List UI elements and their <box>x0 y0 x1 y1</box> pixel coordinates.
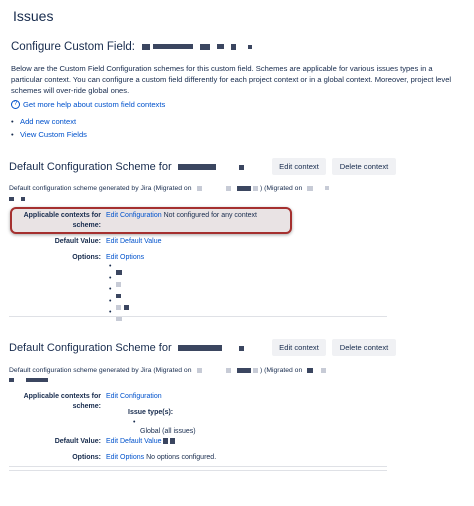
delete-context-button[interactable]: Delete context <box>332 339 396 356</box>
scheme-title-text: Default Configuration Scheme for <box>9 161 172 173</box>
generated-description-cont <box>9 195 25 205</box>
add-new-context-link[interactable]: Add new context <box>20 117 77 126</box>
redacted-text <box>226 186 231 191</box>
page-title: Issues <box>13 8 54 24</box>
default-value-label: Default Value: <box>54 438 101 445</box>
help-circle-icon: ? <box>11 100 20 109</box>
applicable-contexts-label: Applicable contexts for scheme: <box>23 393 101 410</box>
list-item <box>116 264 129 276</box>
contexts-value <box>106 392 162 402</box>
edit-default-value-link[interactable]: Edit Default Value <box>106 438 162 445</box>
options-label: Options: <box>72 454 101 461</box>
redacted-text <box>26 378 48 382</box>
redacted-text <box>116 316 122 321</box>
edit-configuration-link[interactable]: Edit Configuration <box>106 393 162 400</box>
default-value-label: Default Value: <box>54 238 101 245</box>
help-link-text[interactable]: Get more help about custom field contexts <box>23 100 166 109</box>
description: Below are the Custom Field Configuration schemes for this custom field. Schemes are applicable for various issues types in a particular context. You can configure a custom field differently for each project context or in a global context. Moreover, project level schemes will over-ride global ones. <box>11 64 452 95</box>
divider <box>9 466 387 467</box>
generated-description <box>9 184 329 194</box>
redacted-text <box>239 346 244 351</box>
generated-text-2: ) (Migrated on <box>259 185 303 192</box>
redacted-text <box>163 438 168 444</box>
generated-text: Default configuration scheme generated by Jira (Migrated on <box>9 367 192 374</box>
redacted-text <box>237 186 251 191</box>
help-link[interactable] <box>11 100 165 109</box>
redacted-text <box>231 44 236 50</box>
redacted-text <box>237 368 251 373</box>
default-value <box>106 237 162 247</box>
redacted-text <box>197 368 202 373</box>
edit-context-button[interactable]: Edit context <box>272 339 326 356</box>
scheme-title-text: Default Configuration Scheme for <box>9 342 172 354</box>
issue-type-value: Global (all issues) <box>140 428 196 435</box>
edit-default-value-link[interactable]: Edit Default Value <box>106 238 162 245</box>
redacted-text <box>325 186 329 190</box>
list-item <box>140 420 196 435</box>
heading-text: Configure Custom Field: <box>11 41 135 53</box>
generated-text-2: ) (Migrated on <box>259 367 303 374</box>
generated-text: Default configuration scheme generated by Jira (Migrated on <box>9 185 192 192</box>
redacted-text <box>307 186 313 191</box>
edit-context-button[interactable]: Edit context <box>272 158 326 175</box>
contexts-value <box>106 211 257 221</box>
context-links <box>20 116 87 141</box>
options-value <box>106 453 216 463</box>
scheme-title <box>9 161 244 173</box>
redacted-text <box>239 165 244 170</box>
redacted-text <box>200 44 210 50</box>
list-item <box>116 287 129 299</box>
view-custom-fields-link[interactable]: View Custom Fields <box>20 129 87 139</box>
edit-options-link[interactable]: Edit Options <box>106 454 145 461</box>
generated-description-cont <box>9 376 48 386</box>
applicable-contexts-label: Applicable contexts for scheme: <box>23 212 101 229</box>
redacted-text <box>253 368 258 373</box>
redacted-text <box>321 368 326 373</box>
issue-types-list <box>140 420 196 435</box>
list-item <box>20 129 87 142</box>
redacted-text <box>170 438 175 444</box>
redacted-text <box>153 44 193 49</box>
options-status: No options configured. <box>146 454 217 461</box>
configure-custom-field-heading <box>11 41 252 53</box>
divider <box>9 470 387 471</box>
list-item <box>20 116 87 129</box>
redacted-text <box>178 345 222 351</box>
generated-description <box>9 366 326 376</box>
redacted-text <box>253 186 258 191</box>
redacted-text <box>178 164 216 170</box>
contexts-status: Not configured for any context <box>163 212 257 219</box>
options-label: Options: <box>72 254 101 261</box>
default-value <box>106 437 175 447</box>
redacted-text <box>142 44 150 50</box>
issue-types-label: Issue type(s): <box>128 409 174 416</box>
list-item <box>116 276 129 288</box>
list-item <box>116 299 129 311</box>
redacted-text <box>248 45 252 49</box>
edit-options-link[interactable]: Edit Options <box>106 254 145 261</box>
redacted-text <box>116 294 121 298</box>
options-value <box>106 253 144 263</box>
redacted-text <box>21 197 25 201</box>
redacted-text <box>217 44 224 49</box>
edit-configuration-link[interactable]: Edit Configuration <box>106 212 162 219</box>
delete-context-button[interactable]: Delete context <box>332 158 396 175</box>
divider <box>9 316 387 317</box>
options-list <box>116 264 129 322</box>
redacted-text <box>226 368 231 373</box>
scheme-title <box>9 342 244 354</box>
redacted-text <box>9 378 14 382</box>
redacted-text <box>197 186 202 191</box>
redacted-text <box>307 368 313 373</box>
redacted-text <box>9 197 14 201</box>
